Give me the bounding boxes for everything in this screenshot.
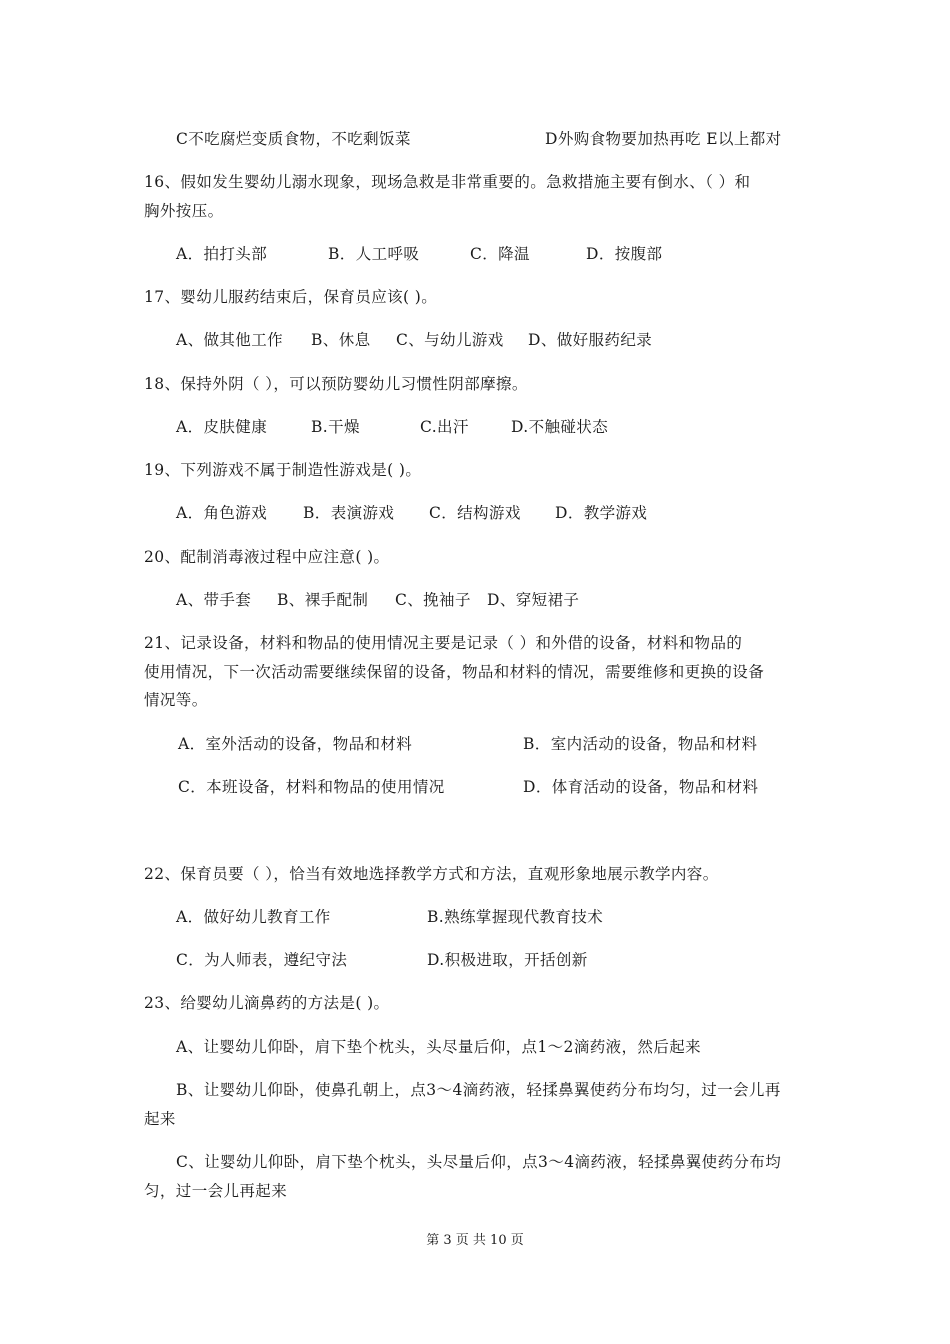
q23-option-c-line2: 匀，过一会儿再起来 [144, 1182, 288, 1200]
q23-option-b-line2: 起来 [144, 1110, 176, 1128]
q22-option-a: A．做好幼儿教育工作 [176, 908, 331, 926]
q22-option-b: B.熟练掌握现代教育技术 [427, 908, 604, 926]
q18-option-b: B.干燥 [311, 418, 360, 436]
q16-stem-line2: 胸外按压。 [144, 202, 224, 220]
q21-option-d: D．体育活动的设备，物品和材料 [523, 778, 759, 796]
q18-stem: 18、保持外阴（ ），可以预防婴幼儿习惯性阴部摩擦。 [144, 375, 528, 393]
q19-option-c: C．结构游戏 [429, 504, 521, 522]
q16-option-b: B．人工呼吸 [328, 245, 420, 263]
q19-option-b: B．表演游戏 [303, 504, 395, 522]
page-number-footer: 第 3 页 共 10 页 [426, 1233, 524, 1248]
q19-option-d: D．教学游戏 [555, 504, 648, 522]
q19-option-a: A．角色游戏 [176, 504, 268, 522]
q22-option-c: C．为人师表，遵纪守法 [176, 951, 348, 969]
q21-option-a: A．室外活动的设备，物品和材料 [178, 735, 413, 753]
q21-stem-line1: 21、记录设备，材料和物品的使用情况主要是记录（ ）和外借的设备，材料和物品的 [144, 634, 743, 652]
q21-option-c: C．本班设备，材料和物品的使用情况 [178, 778, 445, 796]
q21-option-b: B．室内活动的设备，物品和材料 [523, 735, 758, 753]
q16-option-c: C．降温 [470, 245, 530, 263]
q18-option-a: A．皮肤健康 [176, 418, 268, 436]
q17-option-b: B、休息 [311, 331, 371, 349]
q23-option-a: A、让婴幼儿仰卧，肩下垫个枕头，头尽量后仰，点1～2滴药液，然后起来 [176, 1038, 702, 1056]
q20-option-c: C、挽袖子 [395, 591, 471, 609]
q22-option-d: D.积极进取，开括创新 [427, 951, 588, 969]
q23-option-b-line1: B、让婴幼儿仰卧，使鼻孔朝上，点3～4滴药液，轻揉鼻翼使药分布均匀，过一会儿再 [176, 1081, 781, 1099]
q22-stem: 22、保育员要（ ），恰当有效地选择教学方式和方法，直观形象地展示教学内容。 [144, 865, 719, 883]
q18-option-c: C.出汗 [420, 418, 469, 436]
q23-option-c-line1: C、让婴幼儿仰卧，肩下垫个枕头，头尽量后仰，点3～4滴药液，轻揉鼻翼使药分布均 [176, 1153, 782, 1171]
q23-stem: 23、给婴幼儿滴鼻药的方法是( )。 [144, 994, 390, 1012]
q16-stem-line1: 16、假如发生婴幼儿溺水现象，现场急救是非常重要的。急救措施主要有倒水、（ ）和 [144, 173, 751, 191]
q18-option-d: D.不触碰状态 [511, 418, 609, 436]
q21-stem-line2: 使用情况，下一次活动需要继续保留的设备，物品和材料的情况，需要维修和更换的设备 [144, 663, 765, 681]
q21-stem-line3: 情况等。 [144, 691, 208, 709]
q19-stem: 19、下列游戏不属于制造性游戏是( )。 [144, 461, 422, 479]
q20-option-b: B、裸手配制 [277, 591, 369, 609]
q17-option-a: A、做其他工作 [176, 331, 283, 349]
q15-option-c: C不吃腐烂变质食物，不吃剩饭菜 [176, 130, 411, 148]
q17-stem: 17、婴幼儿服药结束后，保育员应该( )。 [144, 288, 438, 306]
q16-option-d: D．按腹部 [586, 245, 663, 263]
q20-stem: 20、配制消毒液过程中应注意( )。 [144, 548, 390, 566]
q15-option-de: D外购食物要加热再吃 E以上都对 [545, 130, 782, 148]
q20-option-a: A、带手套 [176, 591, 252, 609]
q17-option-d: D、做好服药纪录 [528, 331, 653, 349]
q16-option-a: A．拍打头部 [176, 245, 268, 263]
q17-option-c: C、与幼儿游戏 [396, 331, 504, 349]
q20-option-d: D、穿短裙子 [487, 591, 580, 609]
